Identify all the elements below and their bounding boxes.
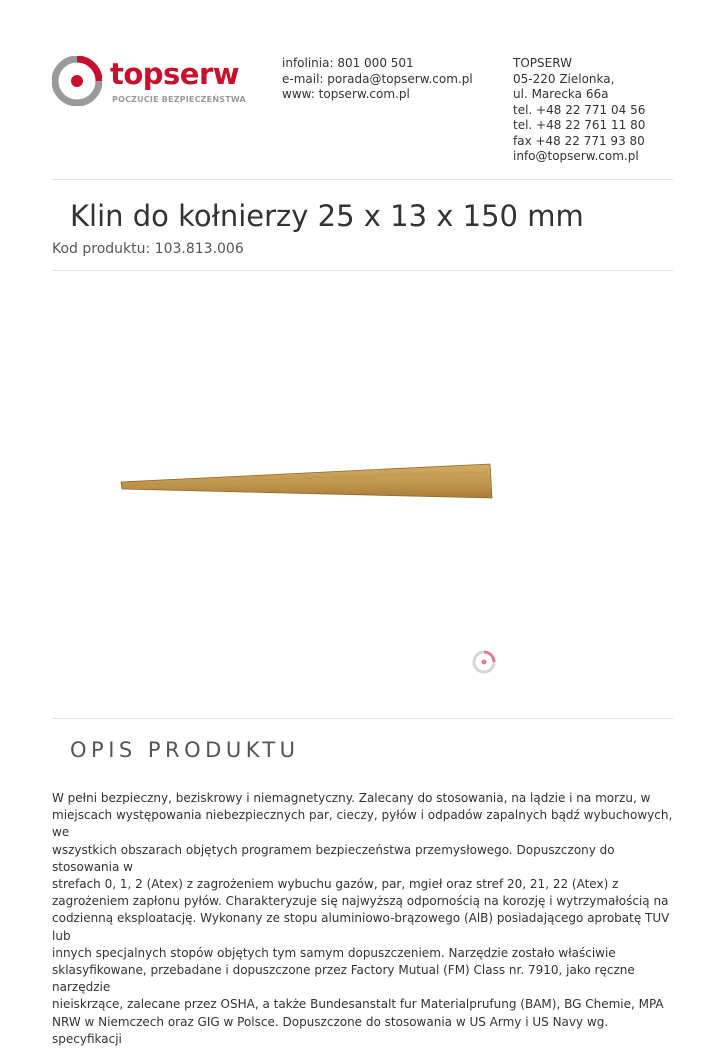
product-description	[52, 790, 674, 1048]
website-line[interactable]: www: topserw.com.pl	[282, 87, 410, 101]
logo-tagline: POCZUCIE BEZPIECZEŃSTWA	[112, 95, 246, 104]
image-divider	[52, 718, 673, 719]
description-line: nieiskrzące, zalecane przez OSHA, a także Bundesanstalt fur Materialprufung (BAM), BG Chemie, MPA	[52, 997, 664, 1012]
hotline-line: infolinia: 801 000 501	[282, 56, 414, 70]
description-line: codzienną eksploatację. Wykonany ze stopu aluminiowo-brązowego (AlB) posiadającego aprobatę TUV lub	[52, 911, 670, 943]
email-line[interactable]: e-mail: porada@topserw.com.pl	[282, 71, 473, 86]
company-name: TOPSERW	[513, 56, 572, 70]
company-email[interactable]: info@topserw.com.pl	[513, 149, 639, 163]
watermark-logo-icon	[474, 652, 494, 672]
description-line: miejscach występowania niebezpiecznych par, cieczy, pyłów i odpadów zapalnych bądź wybuchowych, we	[52, 808, 673, 840]
product-code: Kod produktu: 103.813.006	[52, 241, 244, 257]
description-line: strefach 0, 1, 2 (Atex) z zagrożeniem wybuchu gazów, par, mgieł oraz stref 20, 21, 22 (Atex) z	[52, 877, 619, 892]
description-line: innych specjalnych stopów objętych tym samym dopuszczeniem. Narzędzie zostało właściwie	[52, 945, 616, 960]
wooden-wedge-icon	[121, 464, 492, 498]
product-title: Klin do kołnierzy 25 x 13 x 150 mm	[70, 199, 584, 233]
phone-2: tel. +48 22 761 11 80	[513, 118, 646, 132]
address-street: ul. Marecka 66a	[513, 87, 609, 101]
section-heading: OPIS PRODUKTU	[70, 738, 300, 762]
description-line: W pełni bezpieczny, beziskrowy i niemagnetyczny. Zalecany do stosowania, na lądzie i na morzu, w	[52, 791, 651, 805]
address-city: 05-220 Zielonka,	[513, 71, 615, 86]
fax: fax +48 22 771 93 80	[513, 133, 645, 148]
description-line: wszystkich obszarach objętych programem bezpieczeństwa przemysłowego. Dopuszczony do stosowania w	[52, 842, 615, 874]
description-line: sklasyfikowane, przebadane i dopuszczone przez Factory Mutual (FM) Class nr. 7910, jako ręczne narzędzie	[52, 963, 635, 995]
description-line: NRW w Niemczech oraz GIG w Polsce. Dopuszczone do stosowania w US Army i US Navy wg. specyfikacji	[52, 1014, 609, 1046]
logo-wordmark: topserw	[110, 57, 240, 91]
phone-1: tel. +48 22 771 04 56	[513, 102, 646, 117]
description-line: zagrożeniem zapłonu pyłów. Charakteryzuje się najwyższą odpornością na korozję i wytrzymałością na	[52, 894, 669, 909]
